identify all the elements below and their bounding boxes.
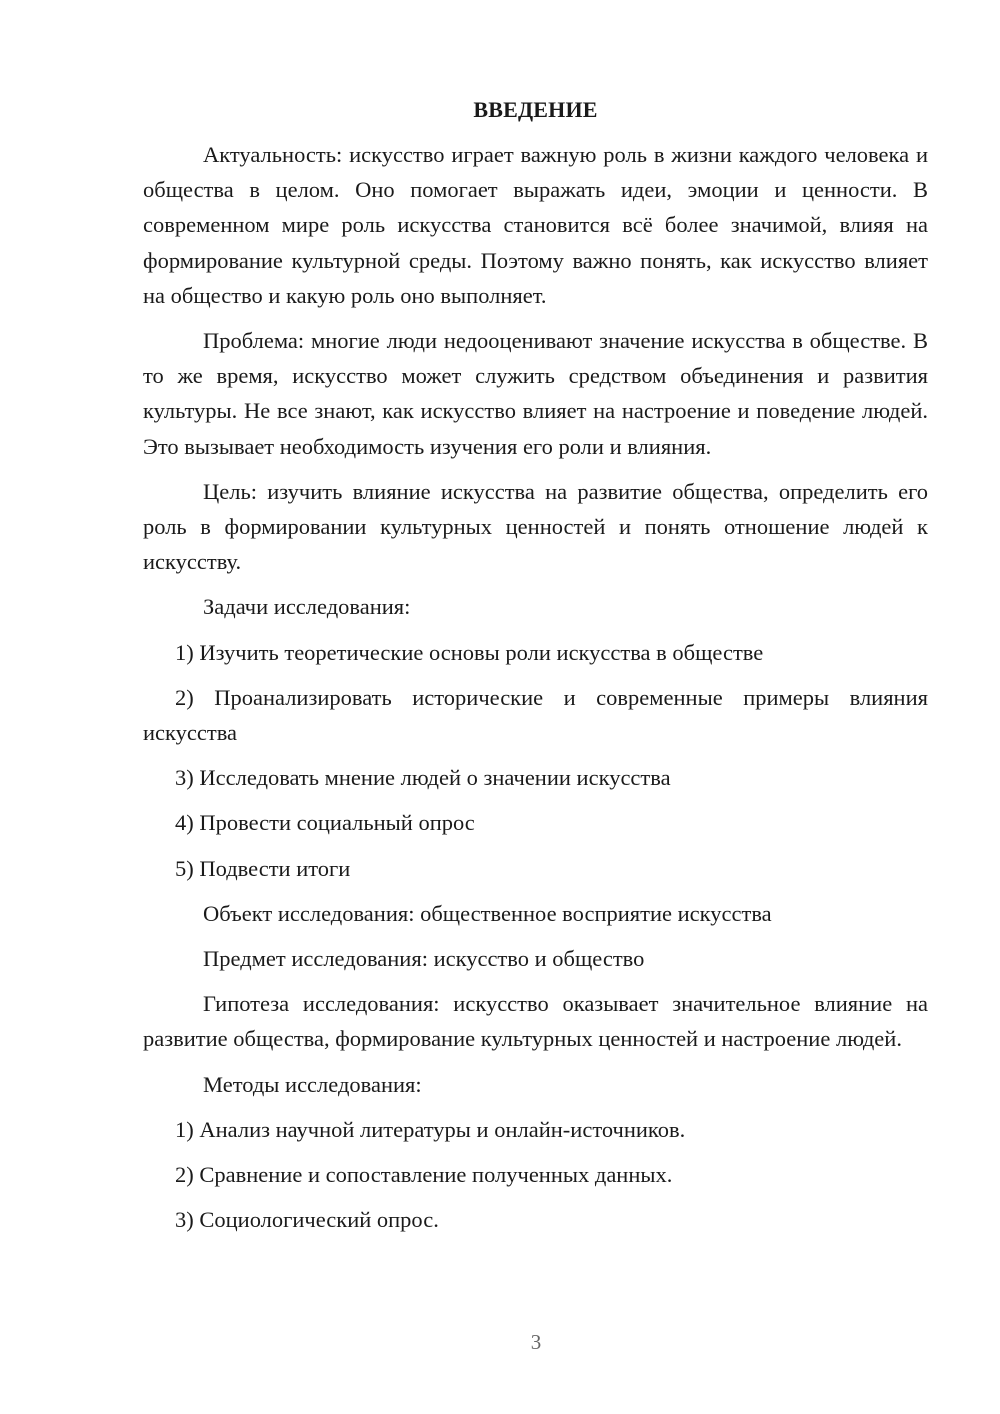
page-content (143, 92, 928, 1237)
page-number: 3 (530, 1330, 542, 1354)
tasks-heading: Задачи исследования: (203, 594, 411, 620)
task-item-4: 4) Провести социальный опрос (175, 810, 475, 836)
task-item-1: 1) Изучить теоретические основы роли искусства в обществе (175, 639, 764, 665)
methods-heading: Методы исследования: (203, 1071, 422, 1097)
research-hypothesis: Гипотеза исследования: искусство оказывает значительное влияние на развитие общества, формирование культурных ценностей и настроение людей. (143, 991, 928, 1052)
task-item-5: 5) Подвести итоги (175, 855, 351, 881)
method-item-1: 1) Анализ научной литературы и онлайн-источников. (175, 1116, 686, 1142)
method-item-2: 2) Сравнение и сопоставление полученных данных. (175, 1162, 673, 1188)
goal-paragraph: Цель: изучить влияние искусства на развитие общества, определить его роль в формировании культурных ценностей и понять отношение людей к искусству. (143, 478, 928, 575)
research-object: Объект исследования: общественное восприятие искусства (203, 900, 772, 926)
task-item-2: 2) Проанализировать исторические и современные примеры влияния искусства (143, 684, 928, 746)
research-subject: Предмет исследования: искусство и общество (203, 946, 645, 972)
relevance-paragraph: Актуальность: искусство играет важную роль в жизни каждого человека и общества в целом. Оно помогает выражать идеи, эмоции и ценности. В современном мире роль искусства становится всё более значимой, влияя на формирование культурной среды. Поэтому важно понять, как искусство влияет на общество и какую роль оно выполняет. (143, 142, 928, 308)
task-item-3: 3) Исследовать мнение людей о значении искусства (175, 765, 671, 791)
method-item-3: 3) Социологический опрос. (175, 1207, 439, 1233)
problem-paragraph: Проблема: многие люди недооценивают значение искусства в обществе. В то же время, искусство может служить средством объединения и развития культуры. Не все знают, как искусство влияет на настроение и поведение людей. Это вызывает необходимость изучения его роли и влияния. (143, 328, 928, 459)
page-title: ВВЕДЕНИЕ (473, 97, 598, 122)
